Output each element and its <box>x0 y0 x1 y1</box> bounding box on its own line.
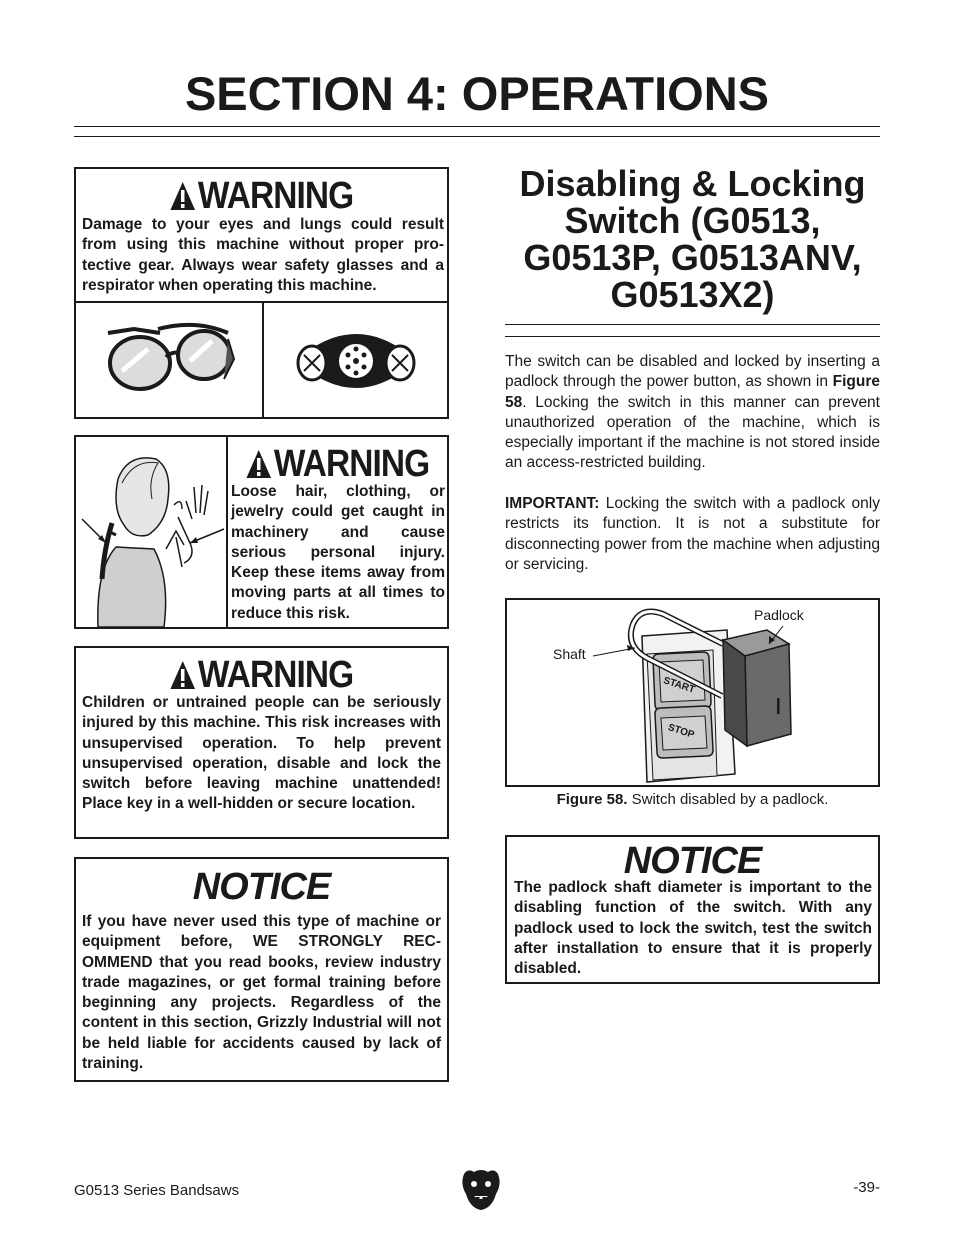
warning-heading: WARNING <box>98 656 424 694</box>
safety-glasses-icon <box>100 319 240 401</box>
label-padlock: Padlock <box>754 607 804 623</box>
warning-ppe-text: Damage to your eyes and lungs could result from using this machine without proper pro-tective gear. Always wear safety glasses and a respirator when operating this machine. <box>82 216 444 294</box>
warning-triangle-icon <box>170 181 196 211</box>
notice-training-text: If you have never used this type of machine or equipment before, WE STRONGLY REC-OMMEND that you read books, review industry trade magazines, or get formal training before beginning any projects. Regardless of the content in this section, Grizzly Industrial will not be held liable for accidents caused by lack of training. <box>82 913 441 1073</box>
title-underline-bottom <box>505 336 880 337</box>
label-shaft: Shaft <box>553 646 586 662</box>
warning-triangle-icon <box>246 449 272 479</box>
warning-heading: WARNING <box>241 445 434 483</box>
figure-reference: Figure 58 <box>505 373 880 411</box>
figure-caption: Figure 58. Switch disabled by a padlock. <box>556 791 829 808</box>
warning-hair-text: Loose hair, clothing, or jewelry could get caught in machinery and cause serious personal injury. Keep these items away from moving parts at all times to reduce this risk. <box>231 483 445 622</box>
figure-58 <box>505 598 880 787</box>
warning-heading: WARNING <box>98 177 424 215</box>
warning-hair-box <box>74 435 449 629</box>
notice-heading: NOTICE <box>623 840 762 882</box>
switch-section-title: Disabling & Locking Switch (G0513, G0513P, G0513ANV, G0513X2) <box>519 163 866 315</box>
warning-triangle-icon <box>170 660 196 690</box>
grizzly-bear-logo <box>458 1166 504 1212</box>
switch-paragraph-1: The switch can be disabled and locked by inserting a padlock through the power button, as shown in Figure 58. Locking the switch in this manner can prevent unauthorized operation of the machine, which is especially important if the machine is not stored inside an access-restricted building. <box>505 353 880 472</box>
stop-button: STOP <box>666 722 696 741</box>
title-underline-top <box>505 324 880 325</box>
notice-training-box <box>74 857 449 1082</box>
switch-paragraph-2: IMPORTANT: Locking the switch with a padlock only restricts its function. It is not a substitute for disconnecting power from the machine when adjusting or servicing. <box>505 495 880 573</box>
warning-ppe-box <box>74 167 449 419</box>
respirator-icon <box>296 327 416 397</box>
notice-heading: NOTICE <box>192 866 331 908</box>
section-title: SECTION 4: OPERATIONS <box>184 67 770 120</box>
warning-children-text: Children or untrained people can be seriously injured by this machine. This risk increases with unsupervised operation. To help prevent unsupervised operation, disable and lock the switch before leaving machine unattended! Place key in a well-hidden or secure location. <box>82 694 441 813</box>
notice-padlock-box <box>505 835 880 984</box>
notice-padlock-text: The padlock shaft diameter is important to the disabling function of the switch. With any padlock used to lock the switch, test the switch after installation to ensure that it is properly disabled. <box>514 879 872 978</box>
title-rule-bottom <box>74 136 880 137</box>
footer-model: G0513 Series Bandsaws <box>74 1182 240 1199</box>
warning-children-box <box>74 646 449 839</box>
start-button: START <box>661 675 697 696</box>
title-rule-top <box>74 126 880 127</box>
person-loose-hair-illustration <box>78 439 226 627</box>
page-number: -39- <box>853 1179 880 1196</box>
